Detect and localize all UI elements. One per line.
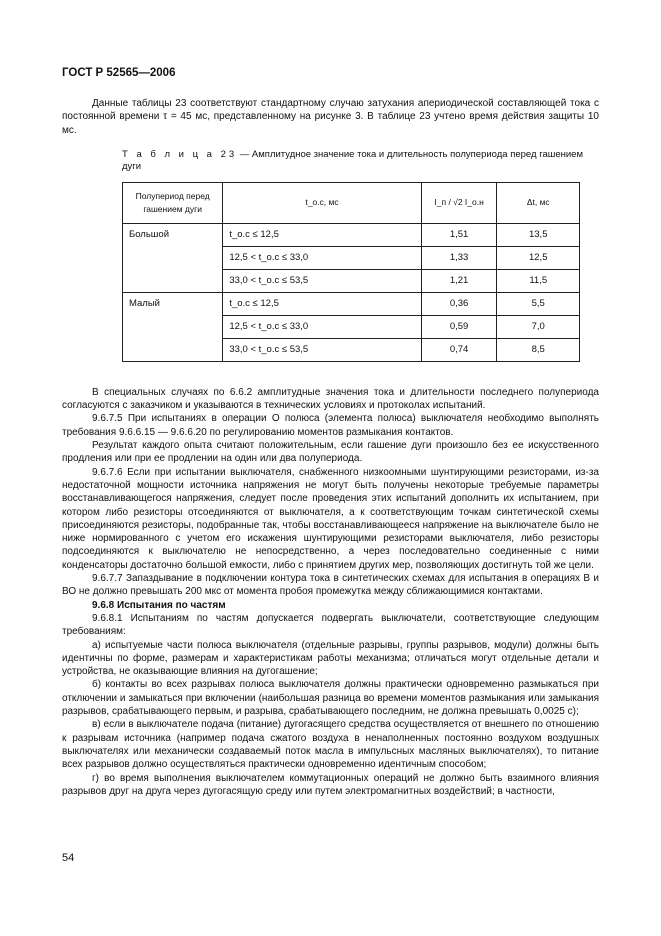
intro-paragraph: Данные таблицы 23 соответствуют стандартному случаю затухания апериодической составляющей тока с постоянной времени τ = 45 мс, представленному на рисунке 3. В таблице 23 учтено время действия защиты 10 мс. xyxy=(62,98,599,136)
section-title: 9.6.8 Испытания по частям xyxy=(92,599,226,611)
paragraph-special-cases: В специальных случаях по 6.6.2 амплитудные значения тока и длительности последнего полупериода согласуются с заказчиком и указываются в технических условиях и протоколах испытаний. xyxy=(62,386,599,412)
condition-cell: 33,0 < t_о.с ≤ 53,5 xyxy=(223,338,421,361)
condition-cell: 33,0 < t_о.с ≤ 53,5 xyxy=(223,269,421,292)
list-item-b: б) контакты во всех разрывах полюса выключателя должны практически одновременно размыкаться при отключении и замыкаться при включении (наибольшая разница во времени моментов размыкания или замыкания разрывов, срабатывающего первым, и разрыва, срабатывающего последним, не должна превышать 0,0025 с); xyxy=(62,679,599,718)
document-header: ГОСТ Р 52565—2006 xyxy=(62,67,176,79)
group-label: Большой xyxy=(123,223,223,292)
condition-cell: t_о.с ≤ 12,5 xyxy=(223,292,421,315)
ratio-cell: 1,21 xyxy=(421,269,497,292)
dt-cell: 11,5 xyxy=(497,269,580,292)
dt-cell: 13,5 xyxy=(497,223,580,246)
paragraph-9-6-8-1: 9.6.8.1 Испытаниям по частям допускается подвергать выключатели, соответствующие следующим требованиям: xyxy=(62,612,599,638)
col-header-t-oc: t_о.с, мс xyxy=(223,182,421,223)
ratio-cell: 1,33 xyxy=(421,246,497,269)
ratio-cell: 1,51 xyxy=(421,223,497,246)
table-23 xyxy=(122,182,580,362)
table-caption-label: Т а б л и ц а 23 xyxy=(122,148,238,160)
paragraph-9-6-7-6: 9.6.7.6 Если при испытании выключателя, снабженного низкоомными шунтирующими резисторами, из-за недостаточной мощности источника напряжения не могут быть получены некоторые требуемые параметры восстанавливающегося напряжения, следует после проведения этих испытаний дополнить их испытанием, при котором либо резисторы отсоединяются от выключателя, а к соответствующим точкам синтетической схемы присоединяются резисторы, подобранные так, чтобы восстанавливающееся напряжение на выключателе было не ниже нормированного с учетом его искажения шунтирующими резисторами выключателя, либо резисторы подсоединяются к выключателю не непосредственно, а через последовательно соединенные с ними конденсаторы достаточно большой емкости, либо с принятием других мер, позволяющих достигнуть той же цели. xyxy=(62,466,599,571)
table-row xyxy=(123,223,580,246)
page-content xyxy=(62,97,599,798)
col-header-dt: Δt, мс xyxy=(497,182,580,223)
list-item-v: в) если в выключателе подача (питание) дугогасящего средства осуществляется от внешнего по отношению к разрывам источника (например подача сжатого воздуха в ненаполненных постоянно воздухом воздушных выключателях или механически создаваемый поток масла в импульсных масляных выключателях), то питание всех разрывов должно осуществляться практически одновременно идентичным способом; xyxy=(62,719,599,771)
table-caption xyxy=(122,149,599,174)
group-label: Малый xyxy=(123,292,223,361)
col-header-halfperiod: Полупериод перед гашением дуги xyxy=(123,182,223,223)
condition-cell: 12,5 < t_о.с ≤ 33,0 xyxy=(223,246,421,269)
dt-cell: 7,0 xyxy=(497,315,580,338)
table-row xyxy=(123,292,580,315)
ratio-cell: 0,36 xyxy=(421,292,497,315)
dt-cell: 5,5 xyxy=(497,292,580,315)
paragraph-result: Результат каждого опыта считают положительным, если гашение дуги произошло без ее искусственного продления или при ее продлении на один или два полупериода. xyxy=(62,440,599,465)
condition-cell: t_о.с ≤ 12,5 xyxy=(223,223,421,246)
dt-cell: 8,5 xyxy=(497,338,580,361)
list-item-g: г) во время выполнения выключателем коммутационных операций не должно быть взаимного влияния разрывов друг на друга через дугогасящую среду или путем электромагнитных воздействий; в частности, xyxy=(62,772,599,797)
col-header-current-ratio: I_п / √2 I_о.н xyxy=(421,182,497,223)
dt-cell: 12,5 xyxy=(497,246,580,269)
ratio-cell: 0,74 xyxy=(421,338,497,361)
page-number: 54 xyxy=(62,852,75,864)
paragraph-9-6-7-7: 9.6.7.7 Запаздывание в подключении контура тока в синтетических схемах для испытания в операциях В и ВО не должно превышать 200 мкс от момента пробоя промежутка между сближающимися контактами. xyxy=(62,573,599,598)
table-caption-text: — Амплитудное значение тока и длительность полупериода перед гашением дуги xyxy=(122,148,584,173)
list-item-a: а) испытуемые части полюса выключателя (отдельные разрывы, группы разрывов, модули) должны быть идентичны по форме, размерам и характеристикам работы механизма; отличаться могут отдельные детали и устройства, не оказывающие влияния на дугогашение; xyxy=(62,639,599,678)
condition-cell: 12,5 < t_о.с ≤ 33,0 xyxy=(223,315,421,338)
paragraph-9-6-7-5: 9.6.7.5 При испытаниях в операции О полюса (элемента полюса) выключателя необходимо выполнять требования 9.6.6.15 — 9.6.6.20 по регулированию моментов размыкания контактов. xyxy=(62,413,599,438)
ratio-cell: 0,59 xyxy=(421,315,497,338)
